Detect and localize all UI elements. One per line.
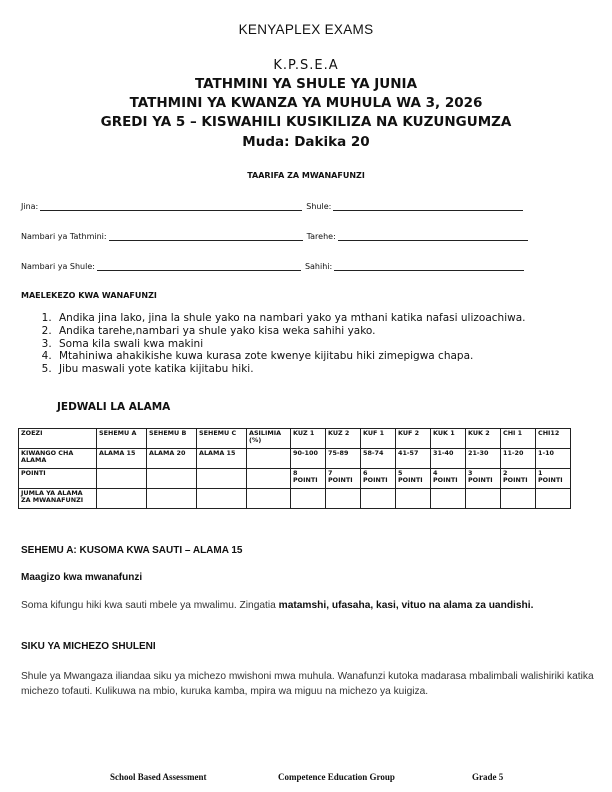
table-header-cell: KUF 2 bbox=[396, 429, 431, 449]
table-cell: POINTI bbox=[19, 469, 97, 489]
footer-middle: Competence Education Group bbox=[278, 772, 395, 782]
section-a-instructions-title: Maagizo kwa mwanafunzi bbox=[21, 572, 143, 583]
table-cell: 5 POINTI bbox=[396, 469, 431, 489]
table-header-cell: ASILIMIA (%) bbox=[247, 429, 291, 449]
table-cell[interactable] bbox=[147, 469, 197, 489]
duration: Muda: Dakika 20 bbox=[242, 134, 370, 150]
student-info-row bbox=[21, 261, 524, 271]
table-cell: ALAMA 15 bbox=[197, 449, 247, 469]
exam-name: K.P.S.E.A bbox=[273, 58, 339, 73]
table-cell: JUMLA YA ALAMA ZA MWANAFUNZI bbox=[19, 489, 97, 509]
table-cell[interactable] bbox=[501, 489, 536, 509]
school-number-field[interactable] bbox=[97, 261, 301, 271]
table-row bbox=[19, 449, 571, 469]
field-label: Tarehe: bbox=[306, 232, 336, 241]
table-cell[interactable] bbox=[396, 489, 431, 509]
field-label: Jina: bbox=[21, 202, 39, 211]
table-cell: 11-20 bbox=[501, 449, 536, 469]
table-row bbox=[19, 469, 571, 489]
table-cell[interactable] bbox=[147, 489, 197, 509]
section-a-instructions bbox=[21, 599, 593, 612]
table-header-cell: SEHEMU A bbox=[97, 429, 147, 449]
table-cell: 6 POINTI bbox=[361, 469, 396, 489]
field-label: Sahihi: bbox=[304, 262, 333, 271]
score-table-title: JEDWALI LA ALAMA bbox=[57, 401, 171, 413]
name-field[interactable] bbox=[40, 201, 302, 211]
assessment-title: TATHMINI YA SHULE YA JUNIA bbox=[194, 76, 418, 92]
table-cell[interactable] bbox=[247, 469, 291, 489]
table-cell: 8 POINTI bbox=[291, 469, 326, 489]
grade-subject: GREDI YA 5 – KISWAHILI KUSIKILIZA NA KUZUNGUMZA bbox=[100, 114, 512, 130]
table-header-cell: KUF 1 bbox=[361, 429, 396, 449]
table-cell: 1-10 bbox=[536, 449, 571, 469]
table-cell: 7 POINTI bbox=[326, 469, 361, 489]
field-label: Nambari ya Tathmini: bbox=[21, 232, 107, 241]
table-cell: 1 POINTI bbox=[536, 469, 571, 489]
table-header-cell: SEHEMU B bbox=[147, 429, 197, 449]
footer-right: Grade 5 bbox=[472, 772, 504, 782]
table-cell[interactable] bbox=[536, 489, 571, 509]
table-header-cell: CHI12 bbox=[536, 429, 571, 449]
field-label: Shule: bbox=[306, 202, 332, 211]
instruction-item: 2. Andika tarehe,nambari ya shule yako kisa weka sahihi yako. bbox=[55, 325, 612, 338]
table-cell: 75-89 bbox=[326, 449, 361, 469]
score-table bbox=[18, 428, 571, 509]
table-cell[interactable] bbox=[361, 489, 396, 509]
student-info-row bbox=[21, 201, 523, 211]
table-cell[interactable] bbox=[291, 489, 326, 509]
instruction-text: Soma kifungu hiki kwa sauti mbele ya mwalimu. Zingatia bbox=[21, 600, 279, 611]
instruction-item: 4. Mtahiniwa ahakikishe kuwa kurasa zote kwenye kijitabu hiki zimepigwa chapa. bbox=[55, 350, 612, 363]
school-field[interactable] bbox=[333, 201, 523, 211]
table-cell: 31-40 bbox=[431, 449, 466, 469]
table-cell[interactable] bbox=[326, 489, 361, 509]
signature-field[interactable] bbox=[334, 261, 524, 271]
instruction-emphasis: matamshi, ufasaha, kasi, vituo na alama za uandishi. bbox=[278, 600, 534, 611]
table-row bbox=[19, 429, 571, 449]
table-cell[interactable] bbox=[247, 489, 291, 509]
table-cell[interactable] bbox=[97, 469, 147, 489]
table-cell: 3 POINTI bbox=[466, 469, 501, 489]
table-cell: KIWANGO CHA ALAMA bbox=[19, 449, 97, 469]
student-info-row bbox=[21, 231, 528, 241]
table-cell: 41-57 bbox=[396, 449, 431, 469]
table-cell[interactable] bbox=[466, 489, 501, 509]
section-a-title: SEHEMU A: KUSOMA KWA SAUTI – ALAMA 15 bbox=[21, 545, 243, 556]
table-cell: 21-30 bbox=[466, 449, 501, 469]
instruction-item: 1. Andika jina lako, jina la shule yako na nambari yako ya mthani katika nafasi ulizoachiwa. bbox=[55, 312, 612, 325]
table-cell[interactable] bbox=[197, 489, 247, 509]
publisher-name: KENYAPLEX EXAMS bbox=[238, 22, 374, 37]
table-cell[interactable] bbox=[197, 469, 247, 489]
table-header-cell: KUZ 1 bbox=[291, 429, 326, 449]
assessment-number-field[interactable] bbox=[109, 231, 303, 241]
table-cell: ALAMA 20 bbox=[147, 449, 197, 469]
instructions-list bbox=[21, 312, 612, 376]
table-cell[interactable] bbox=[97, 489, 147, 509]
table-header-cell: KUK 1 bbox=[431, 429, 466, 449]
table-header-cell: KUK 2 bbox=[466, 429, 501, 449]
instructions-title: MAELEKEZO KWA WANAFUNZI bbox=[21, 291, 157, 300]
table-cell[interactable] bbox=[431, 489, 466, 509]
instruction-item: 3. Soma kila swali kwa makini bbox=[55, 338, 612, 351]
table-cell: 90-100 bbox=[291, 449, 326, 469]
student-info-title: TAARIFA ZA MWANAFUNZI bbox=[247, 171, 365, 180]
table-cell bbox=[247, 449, 291, 469]
table-header-cell: KUZ 2 bbox=[326, 429, 361, 449]
assessment-term: TATHMINI YA KWANZA YA MUHULA WA 3, 2026 bbox=[129, 95, 483, 111]
date-field[interactable] bbox=[338, 231, 528, 241]
passage-title: SIKU YA MICHEZO SHULENI bbox=[21, 641, 156, 652]
table-header-cell: SEHEMU C bbox=[197, 429, 247, 449]
instruction-item: 5. Jibu maswali yote katika kijitabu hiki. bbox=[55, 363, 612, 376]
table-header-cell: ZOEZI bbox=[19, 429, 97, 449]
table-cell: 4 POINTI bbox=[431, 469, 466, 489]
table-cell: ALAMA 15 bbox=[97, 449, 147, 469]
footer-left: School Based Assessment bbox=[110, 772, 207, 782]
passage-text: Shule ya Mwangaza iliandaa siku ya michezo mwishoni mwa muhula. Wanafunzi kutoka madarasa mbalimbali walishiriki katika michezo tofauti. Kulikuwa na mbio, kuruka kamba, mpira wa miguu na michezo ya kuigiza. bbox=[21, 671, 594, 697]
field-label: Nambari ya Shule: bbox=[21, 262, 95, 271]
table-row bbox=[19, 489, 571, 509]
table-header-cell: CHI 1 bbox=[501, 429, 536, 449]
table-cell: 58-74 bbox=[361, 449, 396, 469]
table-cell: 2 POINTI bbox=[501, 469, 536, 489]
